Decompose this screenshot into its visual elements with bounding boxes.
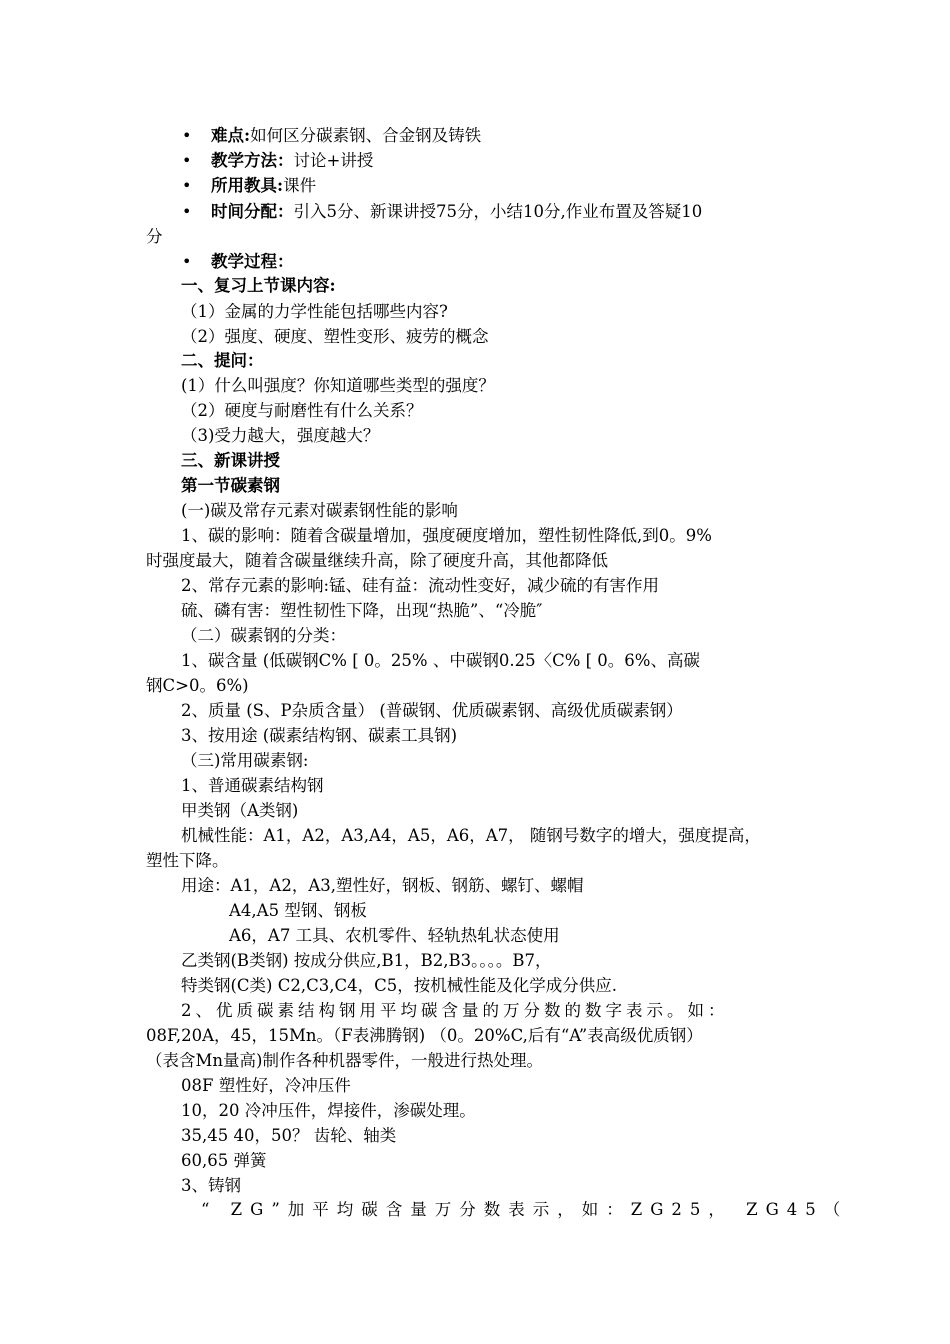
bullet-dot-icon: • [182, 151, 192, 170]
body-line: 08F 塑性好，冷冲压件 [181, 1076, 351, 1095]
bullet-dot-icon: • [182, 176, 192, 195]
bullet-dot-icon: • [182, 252, 192, 271]
body-line: 35,45 40，50？ 齿轮、轴类 [181, 1126, 397, 1145]
heading-new-lesson: 三、新课讲授 [181, 451, 280, 470]
body-line: (一)碳及常存元素对碳素钢性能的影响 [181, 501, 458, 520]
body-line: 10，20 冷冲压件，焊接件，渗碳处理。 [181, 1101, 476, 1120]
body-line: 2、常存元素的影响:锰、硅有益：流动性变好，减少硫的有害作用 [181, 576, 660, 595]
review-item: （1）金属的力学性能包括哪些内容? [181, 302, 448, 321]
bullet-dot-icon: • [182, 202, 192, 221]
body-line: 60,65 弹簧 [181, 1151, 267, 1170]
section-title: 第一节碳素钢 [181, 476, 280, 495]
body-line: （表含Mn量高)制作各种机器零件，一般进行热处理。 [146, 1051, 543, 1070]
bullet-difficulty: 难点:如何区分碳素钢、合金钢及铸铁 [211, 126, 482, 145]
heading-questions: 二、提问： [181, 351, 264, 370]
body-line: 3、铸钢 [181, 1176, 241, 1195]
question-item: （3)受力越大，强度越大？ [181, 426, 380, 445]
bullet-dot-icon: • [182, 126, 192, 145]
body-line: 用途：A1，A2，A3,塑性好，钢板、钢筋、螺钉、螺帽 [181, 876, 584, 895]
question-item: （2）硬度与耐磨性有什么关系？ [181, 401, 423, 420]
body-line: 3、按用途 (碳素结构钢、碳素工具钢) [181, 726, 458, 745]
body-line: 硫、磷有害：塑性韧性下降，出现“热脆”、“冷脆″ [181, 601, 543, 620]
body-line: 特类钢(C类) C2,C3,C4，C5，按机械性能及化学成分供应. [181, 976, 617, 995]
heading-review: 一、复习上节课内容: [181, 276, 336, 295]
body-line: 1、普通碳素结构钢 [181, 776, 324, 795]
body-line: 机械性能：A1，A2，A3,A4，A5，A6，A7， 随钢号数字的增大，强度提高， [181, 826, 761, 845]
bullet-method: 教学方法：讨论+讲授 [211, 151, 374, 170]
body-line: （二）碳素钢的分类： [181, 626, 346, 645]
body-line: 甲类钢（A类钢) [181, 801, 299, 820]
body-line: 08F,20A，45，15Mn。（F表沸腾钢) （0。20%C,后有“A”表高级优质钢） [146, 1026, 703, 1045]
body-line: 2、质量 (S、P杂质含量） (普碳钢、优质碳素钢、高级优质碳素钢） [181, 701, 683, 720]
body-line: A4,A5 型钢、钢板 [229, 901, 367, 920]
bullet-time-cont: 分 [146, 227, 163, 246]
bullet-time: 时间分配：引入5分、新课讲授75分，小结10分,作业布置及答疑10 [211, 202, 703, 221]
bullet-process: 教学过程： [211, 252, 294, 271]
body-line: 1、碳含量 (低碳钢C% [ 0。25% 、中碳钢0.25〈C% [ 0。6%、高碳 [181, 651, 700, 670]
body-line: 钢C>0。6%) [146, 676, 249, 695]
body-line: 塑性下降。 [146, 851, 229, 870]
review-item: （2）强度、硬度、塑性变形、疲劳的概念 [181, 327, 489, 346]
bullet-aids: 所用教具:课件 [211, 176, 317, 195]
body-line: 时强度最大，随着含碳量继续升高，除了硬度升高，其他都降低 [146, 551, 608, 570]
body-line: “ ZG”加平均碳含量万分数表示，如：ZG25， ZG45（ [201, 1200, 849, 1219]
body-line: A6，A7 工具、农机零件、轻轨热轧状态使用 [229, 926, 560, 945]
question-item: (1）什么叫强度？你知道哪些类型的强度？ [181, 376, 495, 395]
body-line: 1、碳的影响：随着含碳量增加，强度硬度增加，塑性韧性降低,到0。9% [181, 526, 712, 545]
body-line: 2、优质碳素结构钢用平均碳含量的万分数的数字表示。如： [181, 1001, 729, 1020]
body-line: （三)常用碳素钢: [181, 751, 309, 770]
body-line: 乙类钢(B类钢) 按成分供应,B1，B2,B3。。。。B7， [181, 951, 552, 970]
